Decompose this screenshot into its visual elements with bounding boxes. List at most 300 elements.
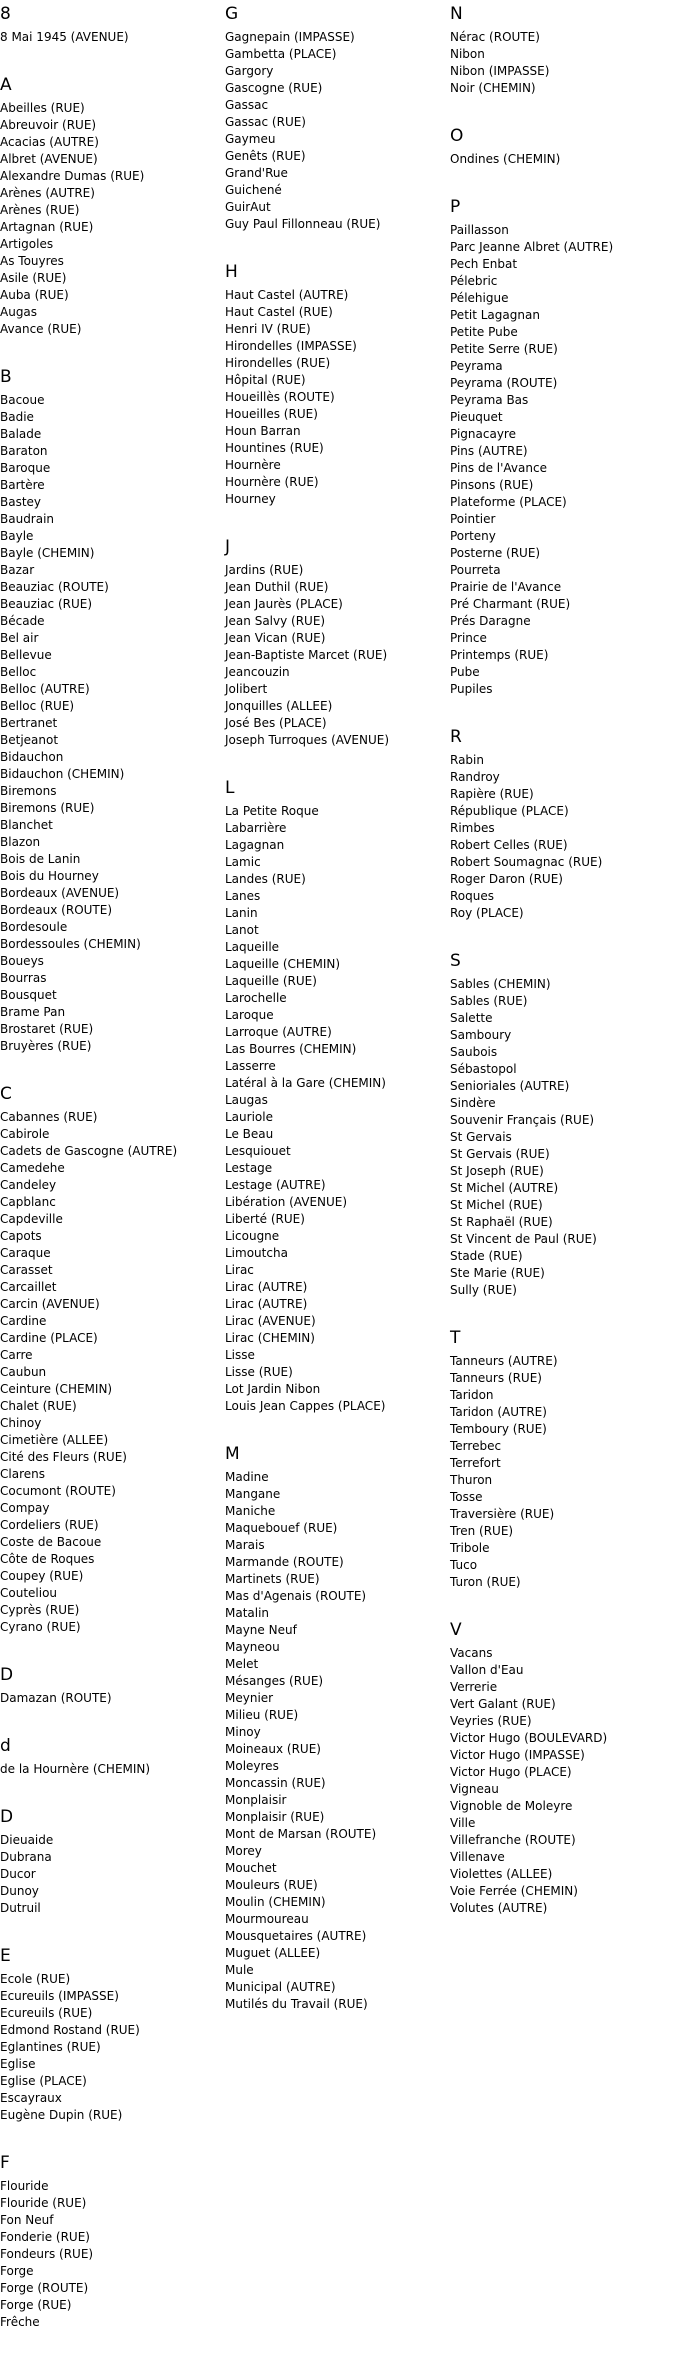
street-name: Flouride (RUE) <box>0 2196 87 2210</box>
street-name: Ondines (CHEMIN) <box>450 152 561 166</box>
street-name: Maniche <box>225 1504 276 1518</box>
street-name: Terrebec <box>450 1439 502 1453</box>
street-name: Beauziac (ROUTE) <box>0 580 109 594</box>
street-name: Bourras <box>0 971 47 985</box>
street-name: Gagnepain (IMPASSE) <box>225 30 355 44</box>
street-name: Posterne (RUE) <box>450 546 541 560</box>
letter-section <box>225 0 450 258</box>
street-name: Bordeaux (ROUTE) <box>0 903 113 917</box>
street-name: Meynier <box>225 1691 274 1705</box>
street-name: Samboury <box>450 1028 512 1042</box>
section-spacer <box>0 2331 225 2356</box>
street-name: Pupiles <box>450 682 493 696</box>
street-name: Lanot <box>225 923 259 937</box>
street-name: Madine <box>225 1470 269 1484</box>
street-name: Violettes (ALLEE) <box>450 1867 553 1881</box>
street-name: Bellevue <box>0 648 52 662</box>
section-spacer <box>0 338 225 363</box>
street-name: Bazar <box>0 563 35 577</box>
street-name: Monplaisir (RUE) <box>225 1810 325 1824</box>
street-name: Pins de l'Avance <box>450 461 547 475</box>
street-name: Sables (RUE) <box>450 994 528 1008</box>
street-name: Carre <box>0 1348 33 1362</box>
street-name: Lauriole <box>225 1110 273 1124</box>
street-name: Sindère <box>450 1096 496 1110</box>
section-letter-heading: D <box>0 1807 14 1827</box>
street-name: Petite Pube <box>450 325 518 339</box>
section-spacer <box>450 922 675 947</box>
street-name: Blazon <box>0 835 41 849</box>
street-name: Cordeliers (RUE) <box>0 1518 99 1532</box>
street-name: Bertranet <box>0 716 58 730</box>
street-name: Jean Jaurès (PLACE) <box>225 597 343 611</box>
section-letter-heading: D <box>0 1665 14 1685</box>
street-name: Cyrano (RUE) <box>0 1620 81 1634</box>
street-name: Mont de Marsan (ROUTE) <box>225 1827 377 1841</box>
street-name: Dutruil <box>0 1901 41 1915</box>
street-name: Tanneurs (RUE) <box>450 1371 542 1385</box>
street-name: Laroque <box>225 1008 274 1022</box>
letter-section <box>225 1440 450 2038</box>
street-name: Bécade <box>0 614 45 628</box>
street-name: Moulin (CHEMIN) <box>225 1895 326 1909</box>
street-name: Forge <box>0 2264 34 2278</box>
street-name: As Touyres <box>0 254 64 268</box>
street-name: Pré Charmant (RUE) <box>450 597 571 611</box>
street-name: Guy Paul Fillonneau (RUE) <box>225 217 381 231</box>
street-name: Artagnan (RUE) <box>0 220 94 234</box>
street-name: Genêts (RUE) <box>225 149 306 163</box>
street-name: Hôpital (RUE) <box>225 373 306 387</box>
street-name: de la Hournère (CHEMIN) <box>0 1762 151 1776</box>
street-name: Laugas <box>225 1093 268 1107</box>
street-name: Porteny <box>450 529 496 543</box>
street-name: Randroy <box>450 770 500 784</box>
street-name: Betjeanot <box>0 733 59 747</box>
street-name: Temboury (RUE) <box>450 1422 547 1436</box>
street-name: Sables (CHEMIN) <box>450 977 551 991</box>
street-name: Liberté (RUE) <box>225 1212 305 1226</box>
street-name: Moncassin (RUE) <box>225 1776 326 1790</box>
section-spacer <box>0 1707 225 1732</box>
street-name: Larochelle <box>225 991 287 1005</box>
street-name: Vigneau <box>450 1782 499 1796</box>
letter-section <box>450 1324 675 1616</box>
letter-section <box>0 1803 225 1942</box>
street-name: Victor Hugo (PLACE) <box>450 1765 572 1779</box>
street-name: Volutes (AUTRE) <box>450 1901 548 1915</box>
street-name: Candeley <box>0 1178 57 1192</box>
street-name: Ducor <box>0 1867 36 1881</box>
street-name: Nibon (IMPASSE) <box>450 64 550 78</box>
street-name: Marmande (ROUTE) <box>225 1555 344 1569</box>
street-name: Mésanges (RUE) <box>225 1674 324 1688</box>
street-name: Roy (PLACE) <box>450 906 524 920</box>
street-name: Carcin (AVENUE) <box>0 1297 100 1311</box>
street-name: Parc Jeanne Albret (AUTRE) <box>450 240 614 254</box>
street-name: Hournère <box>225 458 281 472</box>
street-name: Ville <box>450 1816 476 1830</box>
street-name: Biremons (RUE) <box>0 801 95 815</box>
street-name: Albret (AVENUE) <box>0 152 98 166</box>
section-spacer <box>225 508 450 533</box>
street-name: Mule <box>225 1963 254 1977</box>
letter-section <box>450 1616 675 1942</box>
street-name: Pinsons (RUE) <box>450 478 534 492</box>
street-name: Stade (RUE) <box>450 1249 523 1263</box>
street-name: Dieuaide <box>0 1833 54 1847</box>
section-letter-heading: S <box>450 951 461 971</box>
street-name: Le Beau <box>225 1127 274 1141</box>
section-letter-heading: V <box>450 1620 462 1640</box>
street-name: Las Bourres (CHEMIN) <box>225 1042 357 1056</box>
street-name: Eugène Dupin (RUE) <box>0 2108 123 2122</box>
letter-section <box>0 71 225 363</box>
street-name: Gascogne (RUE) <box>225 81 323 95</box>
street-name: Mutilés du Travail (RUE) <box>225 1997 368 2011</box>
street-name: Lanes <box>225 889 261 903</box>
street-name: Abeilles (RUE) <box>0 101 85 115</box>
street-name: Bousquet <box>0 988 57 1002</box>
letter-section <box>450 0 675 122</box>
section-letter-heading: R <box>450 727 462 747</box>
section-spacer <box>0 1917 225 1942</box>
street-name: Blanchet <box>0 818 53 832</box>
section-letter-heading: C <box>0 1084 12 1104</box>
section-letter-heading: d <box>0 1736 11 1756</box>
street-name: Eglise (PLACE) <box>0 2074 87 2088</box>
street-name: Carasset <box>0 1263 53 1277</box>
street-name: Moleyres <box>225 1759 279 1773</box>
street-name: Moineaux (RUE) <box>225 1742 321 1756</box>
street-name: Pourreta <box>450 563 501 577</box>
street-name: La Petite Roque <box>225 804 319 818</box>
section-spacer <box>0 2124 225 2149</box>
section-spacer <box>0 1636 225 1661</box>
street-name: Beauziac (RUE) <box>0 597 93 611</box>
street-name: Houn Barran <box>225 424 301 438</box>
street-name: Avance (RUE) <box>0 322 82 336</box>
street-name: Chinoy <box>0 1416 42 1430</box>
street-name: Côte de Roques <box>0 1552 95 1566</box>
street-name: Capblanc <box>0 1195 56 1209</box>
street-name: Hountines (RUE) <box>225 441 324 455</box>
street-name: Terrefort <box>450 1456 501 1470</box>
street-name: Martinets (RUE) <box>225 1572 320 1586</box>
street-name: Mayneou <box>225 1640 280 1654</box>
street-name: Bordessoules (CHEMIN) <box>0 937 141 951</box>
street-name: Voie Ferrée (CHEMIN) <box>450 1884 578 1898</box>
street-name: Mas d'Agenais (ROUTE) <box>225 1589 367 1603</box>
street-name: Brame Pan <box>0 1005 66 1019</box>
street-name: Labarrière <box>225 821 287 835</box>
street-name: Muguet (ALLEE) <box>225 1946 321 1960</box>
street-name: Hirondelles (IMPASSE) <box>225 339 357 353</box>
street-name: Jean-Baptiste Marcet (RUE) <box>225 648 388 662</box>
street-name: Laqueille (CHEMIN) <box>225 957 341 971</box>
street-name: Acacias (AUTRE) <box>0 135 99 149</box>
street-name: Bartère <box>0 478 45 492</box>
street-name: Brostaret (RUE) <box>0 1022 94 1036</box>
street-name: Jean Salvy (RUE) <box>225 614 326 628</box>
street-name: Houeillès (ROUTE) <box>225 390 335 404</box>
street-name: Baraton <box>0 444 48 458</box>
street-name: République (PLACE) <box>450 804 569 818</box>
street-name: Printemps (RUE) <box>450 648 549 662</box>
street-name: Lirac (AVENUE) <box>225 1314 316 1328</box>
street-name: Haut Castel (RUE) <box>225 305 333 319</box>
street-name: St Joseph (RUE) <box>450 1164 544 1178</box>
street-name: Asile (RUE) <box>0 271 67 285</box>
street-name: Municipal (AUTRE) <box>225 1980 336 1994</box>
street-name: Roques <box>450 889 494 903</box>
street-name: Souvenir Français (RUE) <box>450 1113 595 1127</box>
street-name: Sully (RUE) <box>450 1283 517 1297</box>
section-spacer <box>0 1778 225 1803</box>
street-name: Jeancouzin <box>225 665 290 679</box>
letter-section <box>0 1080 225 1661</box>
street-name: Tanneurs (AUTRE) <box>450 1354 558 1368</box>
street-name: Libération (AVENUE) <box>225 1195 348 1209</box>
street-name: Belloc (RUE) <box>0 699 75 713</box>
section-spacer <box>450 1917 675 1942</box>
street-name: Gassac <box>225 98 269 112</box>
street-name: Compay <box>0 1501 50 1515</box>
street-name: Traversière (RUE) <box>450 1507 555 1521</box>
street-name: Maquebouef (RUE) <box>225 1521 338 1535</box>
street-name: 8 Mai 1945 (AVENUE) <box>0 30 129 44</box>
street-name: Lagagnan <box>225 838 285 852</box>
street-column-2 <box>225 0 450 2038</box>
street-name: Pointier <box>450 512 496 526</box>
section-spacer <box>225 1415 450 1440</box>
street-name: Vignoble de Moleyre <box>450 1799 573 1813</box>
street-name: Baudrain <box>0 512 55 526</box>
street-name: Prince <box>450 631 487 645</box>
street-name: Prés Daragne <box>450 614 531 628</box>
section-letter-heading: 8 <box>0 4 11 24</box>
street-name: Rabin <box>450 753 484 767</box>
section-spacer <box>450 1299 675 1324</box>
street-name: Coste de Bacoue <box>0 1535 102 1549</box>
street-name: Belloc (AUTRE) <box>0 682 90 696</box>
section-spacer <box>0 46 225 71</box>
letter-section <box>450 947 675 1324</box>
street-name: Gambetta (PLACE) <box>225 47 337 61</box>
street-name: Alexandre Dumas (RUE) <box>0 169 145 183</box>
street-name: Lanin <box>225 906 258 920</box>
street-name: Bidauchon <box>0 750 64 764</box>
street-name: Mousquetaires (AUTRE) <box>225 1929 367 1943</box>
street-name: Auba (RUE) <box>0 288 69 302</box>
street-name: Augas <box>0 305 38 319</box>
street-name: Vacans <box>450 1646 493 1660</box>
street-name: Joseph Turroques (AVENUE) <box>225 733 390 747</box>
street-name: St Gervais (RUE) <box>450 1147 550 1161</box>
street-name: Mouchet <box>225 1861 277 1875</box>
street-name: Pignacayre <box>450 427 516 441</box>
street-name: Grand'Rue <box>225 166 288 180</box>
street-name: Haut Castel (AUTRE) <box>225 288 349 302</box>
street-name: Lamic <box>225 855 261 869</box>
section-spacer <box>225 233 450 258</box>
letter-section <box>450 122 675 193</box>
letter-section <box>225 258 450 533</box>
street-name: Taridon <box>450 1388 494 1402</box>
street-name: Bordeaux (AVENUE) <box>0 886 120 900</box>
street-name: Bel air <box>0 631 39 645</box>
street-name: Marais <box>225 1538 265 1552</box>
street-name: Escayraux <box>0 2091 62 2105</box>
street-name: Pélehigue <box>450 291 509 305</box>
street-name: Monplaisir <box>225 1793 287 1807</box>
street-name: Artigoles <box>0 237 54 251</box>
street-name: Baroque <box>0 461 51 475</box>
street-name: Lirac (CHEMIN) <box>225 1331 315 1345</box>
street-name: Rapière (RUE) <box>450 787 534 801</box>
street-name: Bastey <box>0 495 42 509</box>
street-name: Abreuvoir (RUE) <box>0 118 97 132</box>
street-name: Tren (RUE) <box>450 1524 514 1538</box>
section-letter-heading: J <box>225 537 231 557</box>
street-name: José Bes (PLACE) <box>225 716 327 730</box>
street-name: Turon (RUE) <box>450 1575 521 1589</box>
street-name: Nibon <box>450 47 485 61</box>
street-name: Cadets de Gascogne (AUTRE) <box>0 1144 178 1158</box>
street-name: Biremons <box>0 784 57 798</box>
street-name: Chalet (RUE) <box>0 1399 77 1413</box>
street-column-1 <box>0 0 225 2356</box>
street-name: Dunoy <box>0 1884 39 1898</box>
section-spacer <box>225 749 450 774</box>
street-name: Belloc <box>0 665 37 679</box>
street-name: Louis Jean Cappes (PLACE) <box>225 1399 386 1413</box>
street-name: Licougne <box>225 1229 280 1243</box>
section-spacer <box>450 97 675 122</box>
street-name: Melet <box>225 1657 259 1671</box>
section-letter-heading: M <box>225 1444 240 1464</box>
letter-section <box>450 723 675 947</box>
section-letter-heading: H <box>225 262 238 282</box>
street-name: Bois de Lanin <box>0 852 81 866</box>
street-name: Noir (CHEMIN) <box>450 81 536 95</box>
street-name: Jardins (RUE) <box>225 563 304 577</box>
street-name: Villefranche (ROUTE) <box>450 1833 576 1847</box>
street-name: Caraque <box>0 1246 51 1260</box>
street-name: Verrerie <box>450 1680 498 1694</box>
letter-section <box>0 0 225 71</box>
street-name: Vallon d'Eau <box>450 1663 524 1677</box>
street-name: Gargory <box>225 64 274 78</box>
letter-section <box>225 533 450 774</box>
street-name: Houeilles (RUE) <box>225 407 318 421</box>
street-name: Rimbes <box>450 821 495 835</box>
section-letter-heading: L <box>225 778 235 798</box>
street-name: St Michel (AUTRE) <box>450 1181 559 1195</box>
section-letter-heading: F <box>0 2153 10 2173</box>
street-name: Cyprès (RUE) <box>0 1603 80 1617</box>
street-name: Larroque (AUTRE) <box>225 1025 332 1039</box>
street-name: Nérac (ROUTE) <box>450 30 540 44</box>
street-name: Senioriales (AUTRE) <box>450 1079 570 1093</box>
street-name: St Michel (RUE) <box>450 1198 543 1212</box>
street-name: Clarens <box>0 1467 45 1481</box>
section-letter-heading: P <box>450 197 461 217</box>
street-name: Veyries (RUE) <box>450 1714 532 1728</box>
section-letter-heading: N <box>450 4 463 24</box>
street-name: Lasserre <box>225 1059 276 1073</box>
street-name: Cardine <box>0 1314 47 1328</box>
street-name: Laqueille (RUE) <box>225 974 317 988</box>
street-name: Bayle (CHEMIN) <box>0 546 95 560</box>
street-name: Tosse <box>450 1490 483 1504</box>
street-name: Forge (ROUTE) <box>0 2281 89 2295</box>
street-name: GuirAut <box>225 200 271 214</box>
street-name: Morey <box>225 1844 262 1858</box>
street-name: Flouride <box>0 2179 49 2193</box>
street-name: Laqueille <box>225 940 280 954</box>
street-name: Camedehe <box>0 1161 65 1175</box>
street-name: Peyrama Bas <box>450 393 529 407</box>
street-name: Bruyères (RUE) <box>0 1039 92 1053</box>
letter-section <box>450 193 675 723</box>
street-name: Cocumont (ROUTE) <box>0 1484 116 1498</box>
street-name: Carcaillet <box>0 1280 57 1294</box>
street-name: Bordesoule <box>0 920 68 934</box>
street-name: Mouleurs (RUE) <box>225 1878 318 1892</box>
street-name: Cimetière (ALLEE) <box>0 1433 109 1447</box>
street-column-3 <box>450 0 675 1942</box>
street-name: Matalin <box>225 1606 270 1620</box>
street-name: St Gervais <box>450 1130 512 1144</box>
street-name: Taridon (AUTRE) <box>450 1405 547 1419</box>
street-name: Thuron <box>450 1473 493 1487</box>
street-name: Peyrama <box>450 359 503 373</box>
street-name: Damazan (ROUTE) <box>0 1691 112 1705</box>
street-name: Salette <box>450 1011 493 1025</box>
street-name: Paillasson <box>450 223 509 237</box>
street-name: Lirac (AUTRE) <box>225 1280 308 1294</box>
street-name: Capdeville <box>0 1212 63 1226</box>
section-spacer <box>225 2013 450 2038</box>
street-name: Cardine (PLACE) <box>0 1331 98 1345</box>
street-name: Hournère (RUE) <box>225 475 319 489</box>
street-name: Ecureuils (IMPASSE) <box>0 1989 119 2003</box>
street-name: Pins (AUTRE) <box>450 444 528 458</box>
street-name: Gassac (RUE) <box>225 115 306 129</box>
street-name: Petite Serre (RUE) <box>450 342 558 356</box>
street-name: Bacoue <box>0 393 45 407</box>
street-name: Pélebric <box>450 274 498 288</box>
street-name: Robert Soumagnac (RUE) <box>450 855 603 869</box>
street-name: Bayle <box>0 529 34 543</box>
street-name: Frêche <box>0 2315 40 2329</box>
street-name: Guichené <box>225 183 282 197</box>
street-name: Lisse <box>225 1348 255 1362</box>
street-name: Limoutcha <box>225 1246 288 1260</box>
street-name: Bidauchon (CHEMIN) <box>0 767 125 781</box>
section-spacer <box>450 1591 675 1616</box>
street-name: Plateforme (PLACE) <box>450 495 567 509</box>
street-name: Mayne Neuf <box>225 1623 297 1637</box>
street-name: Pieuquet <box>450 410 503 424</box>
street-name: Capots <box>0 1229 42 1243</box>
street-name: Lot Jardin Nibon <box>225 1382 321 1396</box>
street-name: Forge (RUE) <box>0 2298 72 2312</box>
street-name: Tribole <box>450 1541 490 1555</box>
street-name: Sébastopol <box>450 1062 517 1076</box>
street-name: Vert Galant (RUE) <box>450 1697 556 1711</box>
